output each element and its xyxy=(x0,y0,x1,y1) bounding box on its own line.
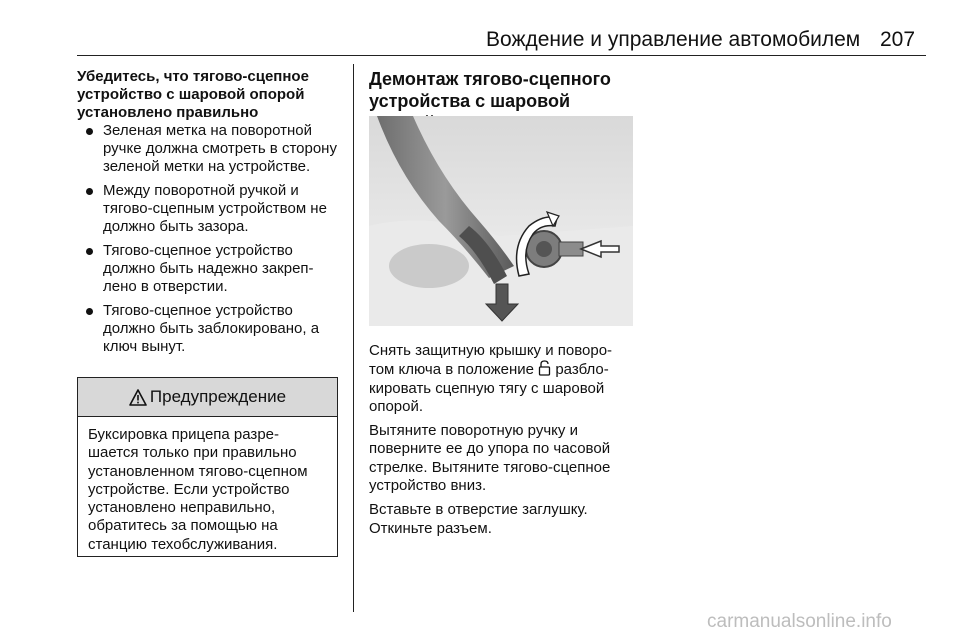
bullet-icon xyxy=(86,188,93,195)
list-item-text: Между поворотной ручкой и тягово-сцепным устройством не должно быть зазора. xyxy=(103,182,327,235)
warning-triangle-icon xyxy=(129,389,147,406)
bullet-icon xyxy=(86,248,93,255)
warning-text: Буксировка прицепа разре-шается только при правильно установленном тягово-сцепном устройстве. Если устройство установлено неправильно, обратитесь за помощью на станцию техобслуживания. xyxy=(88,426,308,553)
left-column xyxy=(77,68,345,362)
tow-bar-removal-illustration xyxy=(369,116,633,326)
list-item xyxy=(77,302,345,356)
instruction-text: Снять защитную крышку и поворо-том ключа в положение xyxy=(369,342,613,379)
list-item-text: Зеленая метка на поворотной ручке должна смотреть в сторону зеленой метки на устройстве. xyxy=(103,122,337,175)
instruction-text: разбло-кировать сцепную тягу с шаровой опорой. xyxy=(369,361,609,415)
bullet-icon xyxy=(86,128,93,135)
list-item xyxy=(77,242,345,296)
bullet-icon xyxy=(86,308,93,315)
warning-box xyxy=(77,377,338,557)
section-heading: Убедитесь, что тягово-сцепное устройство с шаровой опорой установлено правильно xyxy=(77,68,309,121)
list-item xyxy=(77,182,345,236)
list-item-text: Тягово-сцепное устройство должно быть надежно закреп-лено в отверстии. xyxy=(103,242,314,295)
page-number: 207 xyxy=(880,28,916,51)
bullet-list xyxy=(77,122,345,356)
list-item-text: Тягово-сцепное устройство должно быть заблокировано, а ключ вынут. xyxy=(103,302,320,355)
warning-title: Предупреждение xyxy=(149,387,287,406)
unlock-icon xyxy=(538,360,551,376)
instructions-text xyxy=(369,342,635,544)
instruction-paragraph: Вставьте в отверстие заглушку. Откиньте разъем. xyxy=(369,501,588,537)
warning-header xyxy=(78,378,337,417)
page-header-title: Вождение и управление автомобилем xyxy=(486,28,861,51)
watermark: carmanualsonline.info xyxy=(707,611,892,632)
list-item xyxy=(77,122,345,176)
instruction-paragraph: Вытяните поворотную ручку и поверните ее до упора по часовой стрелке. Вытяните тягово-сцепное устройство вниз. xyxy=(369,422,611,495)
section-heading: Демонтаж тягово-сцепного устройства с шаровой xyxy=(369,69,611,111)
instruction-paragraph xyxy=(369,342,635,416)
header-rule xyxy=(77,55,926,56)
column-divider xyxy=(353,64,354,612)
